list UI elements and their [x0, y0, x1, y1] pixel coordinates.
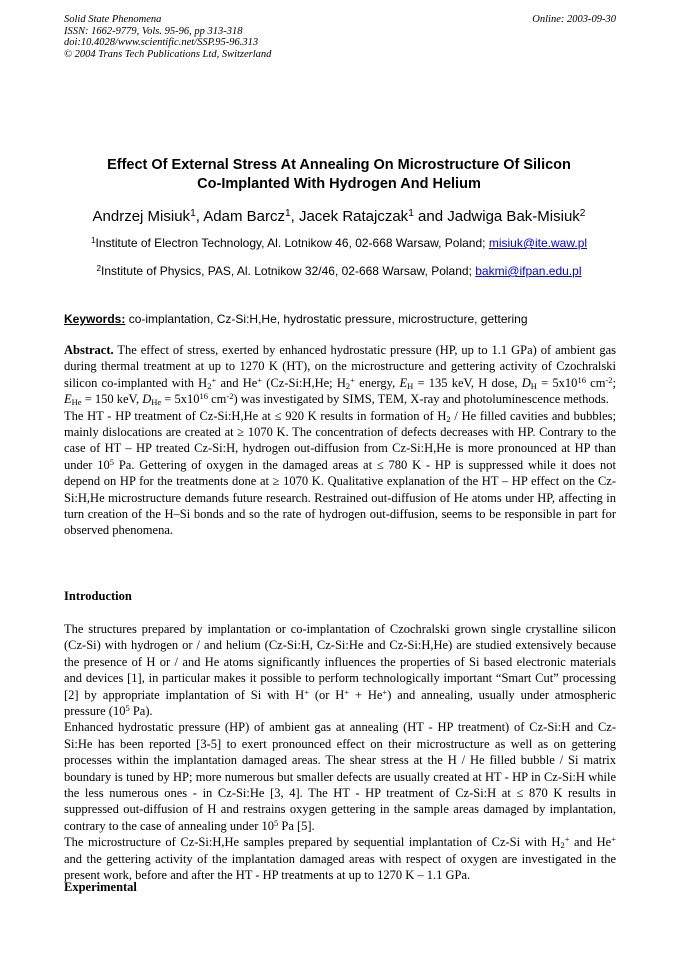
journal-name: Solid State Phenomena: [64, 14, 162, 25]
email-link[interactable]: misiuk@ite.waw.pl: [488, 236, 588, 250]
text-run: and the gettering activity of the implantation damaged areas with respect of oxygen are investigated in the present work, before and after the HT - HP treatments at up to 1270 K – 1.1 GPa.: [64, 851, 616, 883]
italic-symbol: E: [399, 375, 408, 390]
journal-header: [64, 14, 616, 60]
doi: doi:10.4028/www.scientific.net/SSP.95-96.313: [64, 37, 259, 48]
text-run: = 5x10: [161, 392, 200, 407]
superscript: 5: [125, 702, 130, 713]
subscript: He: [71, 397, 82, 408]
abstract-label: Abstract.: [64, 343, 114, 357]
text-run: The structures prepared by implantation or co-implantation of Czochralski grown single crystalline silicon (Cz-Si) with hydrogen or / and helium (Cz-Si:H, Cz-Si:He and Cz-Si:H,He) are studied extensively because the presence of H or / and He atoms significantly influences the properties of Si based electronic materials and devices [1], in particular makes it possible to perform technologically important “Smart Cut” processing [2] by appropriate implantation of Si with H: [64, 622, 616, 702]
affiliation-1: [40, 236, 638, 251]
affiliation-mark: 2: [96, 263, 102, 273]
affiliation-mark: 1: [190, 207, 196, 219]
author-name: Jacek Ratajczak: [298, 208, 409, 225]
introduction-body: [64, 621, 616, 884]
affiliation-mark: 1: [408, 207, 414, 219]
issn: ISSN: 1662-9779, Vols. 95-96, pp 313-318: [64, 25, 243, 37]
text-run: Enhanced hydrostatic pressure (HP) of ambient gas at annealing (HT - HP treatment) of Cz-Si:H and Cz-Si:He has been reported [3-5] to exert pronounced effect on their microstructure as well as on gettering processes within the implantation damaged areas. The shear stress at the H / He filled bubble / Si matrix boundary is tuned by HP; more numerous but smaller defects are usually created at HT - HP in Cz-Si:H while the less numerous ones - in Cz-Si:He [3, 4]. The HT - HP treatment of Cz-Si:H at ≤ 870 K results in suppressed out-diffusion of H and restrains oxygen gettering in the sample areas damaged by implantation, contrary to the case of annealing under 10: [64, 720, 616, 833]
introduction-paragraph-2: [64, 719, 616, 834]
keywords-label: Keywords:: [64, 312, 126, 326]
text-run: Pa [5].: [278, 818, 315, 833]
text-run: / He filled cavities and bubbles; mainly dislocations are created at ≥ 1070 K. The concentration of defects decreases with HP. Contrary to the case of HT – HP treated Cz-Si:H, hydrogen out-diffusion from Cz-Si:H,He is more pronounced at HP than under 10: [64, 408, 616, 472]
subscript: 2: [446, 413, 451, 424]
author-name: Adam Barcz: [203, 208, 285, 225]
text-run: energy,: [354, 375, 400, 390]
paper-title: [40, 156, 638, 194]
italic-symbol: D: [142, 392, 152, 407]
introduction-paragraph-3: [64, 834, 616, 883]
keywords: [64, 312, 616, 327]
email-link[interactable]: bakmi@ifpan.edu.pl: [475, 264, 582, 278]
affiliation-mark: 1: [284, 207, 291, 219]
text-run: ) was investigated by SIMS, TEM, X-ray and photoluminescence methods.: [233, 392, 609, 407]
author-name: Andrzej Misiuk: [92, 208, 191, 225]
superscript: -2: [605, 374, 613, 385]
superscript: +: [344, 686, 350, 697]
text-run: cm: [207, 392, 227, 407]
subscript: 2: [345, 380, 351, 391]
keywords-text: co-implantation, Cz-Si:H,He, hydrostatic pressure, microstructure, gettering: [125, 312, 528, 326]
affiliation-text: Institute of Physics, PAS, Al. Lotnikow 32/46, 02-668 Warsaw, Poland;: [101, 264, 476, 278]
text-run: Pa. Gettering of oxygen in the damaged areas at ≤ 780 K - HP is suppressed while it does not depend on HP for the treatments done at ≥ 1070 K. Qualitative explanation of the HT – HP effect on the Cz-Si:H,He microstructure demands future research. Restrained out-diffusion of He atoms under HP, affecting in turn creation of the H–Si bonds and so the rate of hydrogen out-diffusion, seems to be responsible in part for observed phenomena.: [64, 457, 616, 538]
title-line-2: Co-Implanted With Hydrogen And Helium: [197, 176, 481, 192]
abstract-paragraph-2: [64, 408, 616, 539]
superscript: 16: [577, 374, 586, 385]
affiliation-2: [40, 264, 638, 279]
superscript: +: [257, 374, 263, 385]
abstract: [64, 342, 616, 539]
title-line-1: Effect Of External Stress At Annealing On Microstructure Of Silicon: [107, 157, 571, 173]
introduction-paragraph-1: [64, 621, 616, 719]
text-run: The effect of stress, exerted by enhanced hydrostatic pressure (HP, up to 1.1 GPa) of ambient gas during thermal treatment at up to 1270 K (HT), on the microstructure and gettering activity of Czochralski silicon co-implanted with H: [64, 343, 616, 390]
text-run: ) and annealing, usually under atmospheric pressure (10: [64, 687, 617, 719]
online-date: Online: 2003-09-30: [532, 14, 616, 25]
text-run: + He: [349, 687, 383, 702]
superscript: +: [304, 686, 309, 697]
superscript: -2: [226, 390, 234, 401]
superscript: +: [211, 374, 217, 385]
text-run: = 5x10: [536, 375, 578, 390]
subscript: H: [407, 380, 414, 391]
text-run: The HT - HP treatment of Cz-Si:H,He at ≤ 920 K results in formation of H: [64, 408, 447, 423]
text-run: ;: [612, 375, 617, 390]
italic-symbol: E: [64, 392, 72, 407]
subscript: He: [151, 397, 162, 408]
section-heading-introduction: Introduction: [64, 589, 132, 603]
separator: ,: [290, 208, 299, 225]
superscript: +: [564, 834, 570, 845]
abstract-paragraph-1: [64, 342, 616, 408]
text-run: and He: [216, 375, 258, 390]
text-run: = 135 keV, H dose,: [413, 375, 522, 390]
subscript: 2: [207, 380, 212, 391]
affiliation-mark: 1: [90, 235, 96, 245]
separator: and: [413, 208, 448, 225]
author-list: [40, 207, 638, 226]
affiliation-text: Institute of Electron Technology, Al. Lotnikow 46, 02-668 Warsaw, Poland;: [95, 236, 489, 250]
text-run: Pa).: [129, 704, 153, 719]
text-run: The microstructure of Cz-Si:H,He samples prepared by sequential implantation of Cz-Si with H: [64, 835, 561, 850]
superscript: 5: [109, 456, 115, 467]
superscript: +: [611, 834, 616, 845]
text-run: (Cz-Si:H,He; H: [262, 375, 346, 390]
affiliation-mark: 2: [579, 207, 586, 219]
author-name: Jadwiga Bak-Misiuk: [447, 208, 580, 225]
subscript: H: [530, 380, 537, 391]
copyright: © 2004 Trans Tech Publications Ltd, Switzerland: [64, 48, 272, 60]
text-run: cm: [585, 375, 606, 390]
superscript: +: [382, 686, 388, 697]
separator: ,: [195, 208, 204, 225]
superscript: 5: [274, 817, 279, 828]
superscript: +: [350, 374, 355, 385]
superscript: 16: [199, 390, 208, 401]
section-heading-experimental: Experimental: [64, 880, 137, 894]
italic-symbol: D: [521, 375, 531, 390]
text-run: and He: [569, 835, 612, 850]
text-run: = 150 keV,: [81, 392, 143, 407]
subscript: 2: [560, 840, 565, 851]
text-run: (or H: [308, 687, 345, 702]
